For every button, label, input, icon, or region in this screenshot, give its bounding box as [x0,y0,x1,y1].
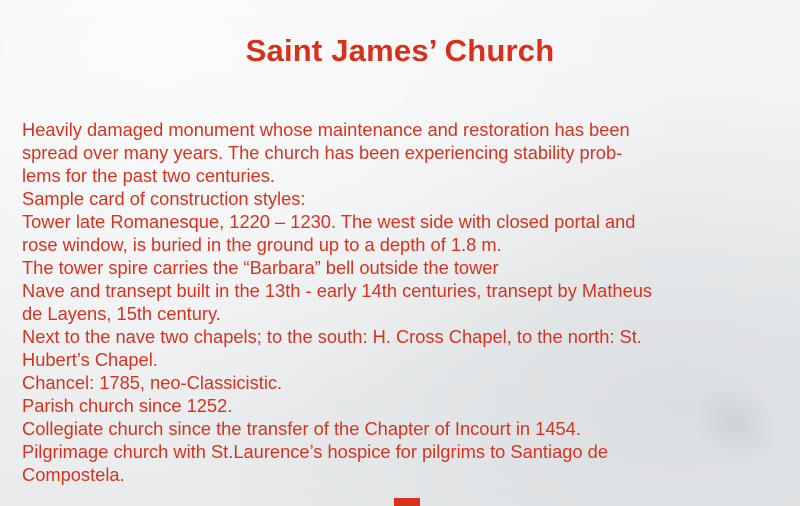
red-marker [394,498,420,506]
text-line: Next to the nave two chapels; to the south: H. Cross Chapel, to the north: St. [22,326,642,347]
text-line: Sample card of construction styles: [22,188,306,209]
text-line: Compostela. [22,464,125,485]
text-line: Hubert’s Chapel. [22,349,158,370]
text-line: Tower late Romanesque, 1220 – 1230. The west side with closed portal and [22,211,636,232]
sign-body [22,118,792,486]
text-line: lems for the past two centuries. [22,165,276,186]
text-line: Nave and transept built in the 13th - early 14th centuries, transept by Matheus [22,280,653,301]
text-line: de Layens, 15th century. [22,303,221,324]
text-line: rose window, is buried in the ground up to a depth of 1.8 m. [22,234,502,255]
text-line: Pilgrimage church with St.Laurence’s hospice for pilgrims to Santiago de [22,441,608,462]
text-line: Collegiate church since the transfer of the Chapter of Incourt in 1454. [22,418,581,439]
text-line: spread over many years. The church has been experiencing stability prob- [22,142,623,163]
text-line: Heavily damaged monument whose maintenance and restoration has been [22,119,630,140]
text-line: Parish church since 1252. [22,395,233,416]
text-line: Chancel: 1785, neo-Classicistic. [22,372,283,393]
text-line: The tower spire carries the “Barbara” bell outside the tower [22,257,499,278]
sign-title: Saint James’ Church [245,33,555,68]
